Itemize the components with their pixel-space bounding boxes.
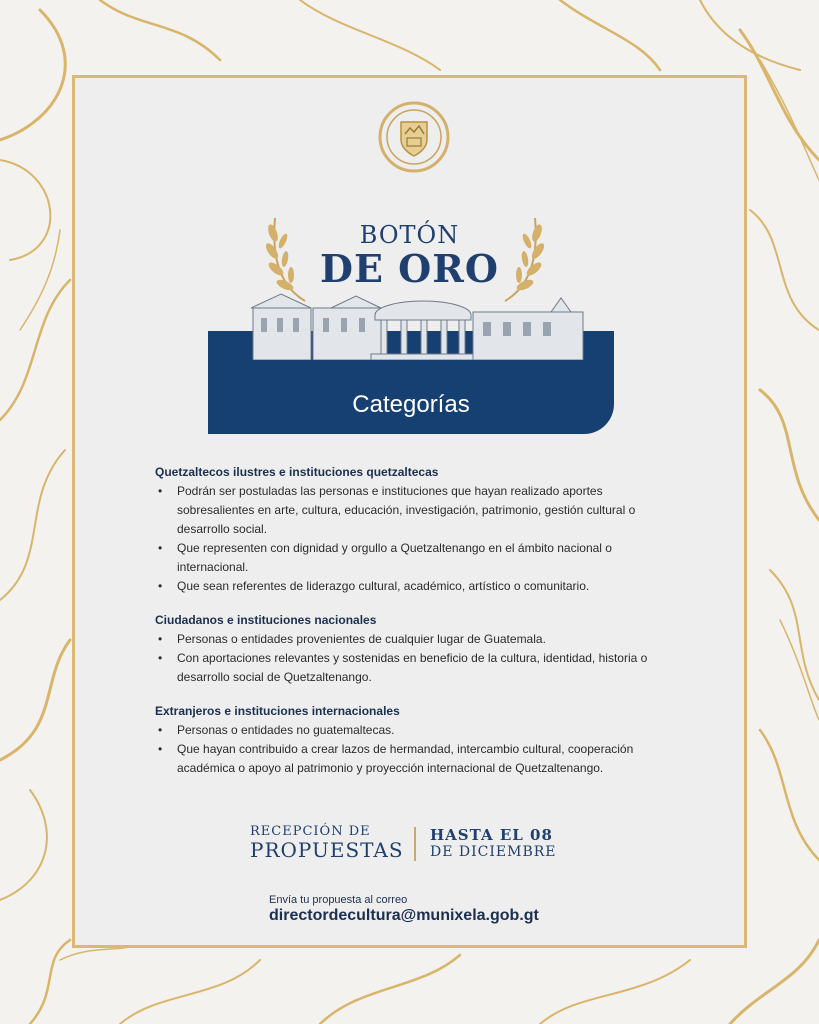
category-heading: Ciudadanos e instituciones nacionales [155, 613, 377, 627]
category-list [155, 482, 665, 596]
deadline-line-1: HASTA EL 08 [430, 826, 553, 844]
categories-content [155, 465, 665, 795]
list-item: • Podrán ser postuladas las personas e instituciones que hayan realizado aportes sobresalientes en arte, cultura, educación, investigación, patrimonio, gestión cultural o desarrollo social. [155, 482, 665, 539]
list-item: • Que representen con dignidad y orgullo a Quetzaltenango en el ámbito nacional o internacional. [155, 539, 665, 577]
content-card [72, 75, 747, 948]
email-link[interactable]: directordecultura@munixela.gob.gt [269, 907, 539, 924]
divider [414, 827, 416, 861]
reception-line-2: PROPUESTAS [250, 838, 404, 862]
category-heading: Extranjeros e instituciones internacionales [155, 704, 400, 718]
reception-block [250, 824, 580, 864]
list-item: • Personas o entidades no guatemaltecas. [155, 721, 665, 740]
list-item: • Que sean referentes de liderazgo cultural, académico, artístico o comunitario. [155, 577, 665, 596]
municipal-seal-icon [377, 100, 451, 174]
deadline-line-2: DE DICIEMBRE [430, 844, 557, 860]
category-section [155, 704, 665, 778]
category-list [155, 630, 665, 687]
title-line-2: DE ORO [320, 246, 499, 291]
list-item: • Con aportaciones relevantes y sostenidas en beneficio de la cultura, identidad, historia o desarrollo social de Quetzaltenango. [155, 649, 665, 687]
title-line-1: BOTÓN [359, 221, 460, 249]
categories-label: Categorías [352, 391, 470, 418]
list-item: • Que hayan contribuido a crear lazos de hermandad, intercambio cultural, cooperación académica o apoyo al patrimonio y proyección internacional de Quetzaltenango. [155, 740, 665, 778]
email-label: Envía tu propuesta al correo [269, 894, 408, 906]
category-heading: Quetzaltecos ilustres e instituciones quetzaltecas [155, 465, 439, 479]
category-section [155, 465, 665, 596]
category-section [155, 613, 665, 687]
category-list [155, 721, 665, 778]
quetzaltenango-buildings-icon [251, 290, 587, 360]
reception-line-1: RECEPCIÓN DE [250, 824, 371, 839]
list-item: • Personas o entidades provenientes de cualquier lugar de Guatemala. [155, 630, 665, 649]
